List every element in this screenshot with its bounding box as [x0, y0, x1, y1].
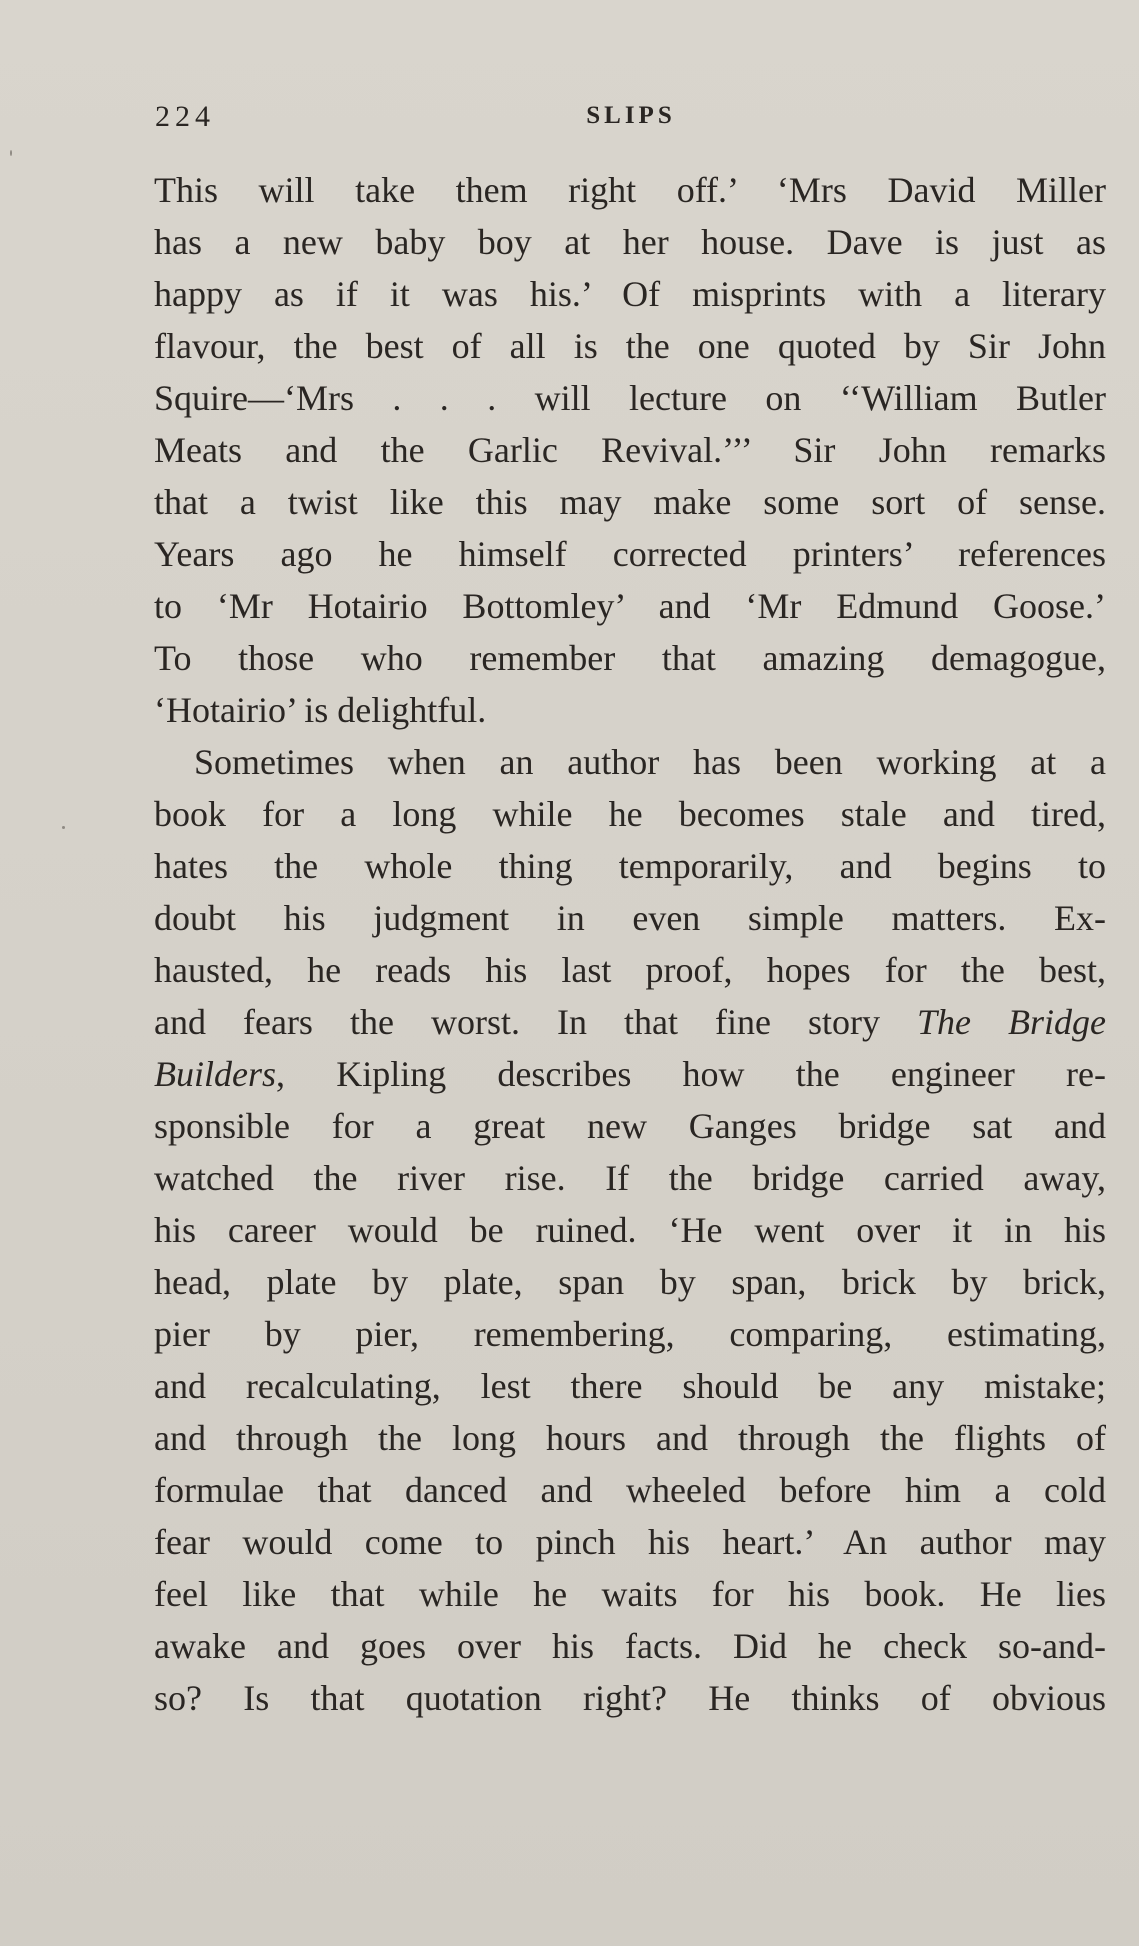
body-text	[154, 164, 1106, 1724]
text-line: sponsible for a great new Ganges bridge sat and	[154, 1106, 1106, 1146]
text-line: flavour, the best of all is the one quoted by Sir John	[154, 326, 1106, 366]
text-line: Squire—‘Mrs . . . will lecture on ‘‘William Butler	[154, 378, 1106, 418]
text-line-with-title	[154, 1048, 1106, 1100]
text-line: has a new baby boy at her house. Dave is just as	[154, 222, 1106, 262]
text-segment: and fears the worst. In that fine story	[154, 1002, 880, 1042]
text-line: hausted, he reads his last proof, hopes for the best,	[154, 950, 1106, 990]
text-line: to ‘Mr Hotairio Bottomley’ and ‘Mr Edmund Goose.’	[154, 586, 1106, 626]
text-line: watched the river rise. If the bridge carried away,	[154, 1158, 1106, 1198]
italic-title-cont: Builders	[154, 1054, 276, 1094]
paragraph-start-line: Sometimes when an author has been working at a	[194, 742, 1106, 782]
text-line: hates the whole thing temporarily, and begins to	[154, 846, 1106, 886]
text-line: his career would be ruined. ‘He went over it in his	[154, 1210, 1106, 1250]
italic-title: The Bridge	[917, 1002, 1107, 1042]
paragraph-end-line: ‘Hotairio’ is delightful.	[154, 690, 487, 730]
text-line: head, plate by plate, span by span, brick by brick,	[154, 1262, 1106, 1302]
text-line: that a twist like this may make some sort of sense.	[154, 482, 1106, 522]
text-line: so? Is that quotation right? He thinks of obvious	[154, 1678, 1106, 1718]
text-line: Meats and the Garlic Revival.’’’ Sir John remarks	[154, 430, 1106, 470]
text-line: awake and goes over his facts. Did he check so-and-	[154, 1626, 1106, 1666]
text-line: pier by pier, remembering, comparing, estimating,	[154, 1314, 1106, 1354]
text-line: and through the long hours and through the flights of	[154, 1418, 1106, 1458]
text-line: feel like that while he waits for his book. He lies	[154, 1574, 1106, 1614]
text-line: book for a long while he becomes stale and tired,	[154, 794, 1106, 834]
paper-speck	[10, 150, 12, 156]
page-number: 224	[155, 100, 215, 133]
text-line: This will take them right off.’ ‘Mrs David Miller	[154, 170, 1106, 210]
text-line-with-title	[154, 996, 1106, 1048]
paper-speck	[62, 826, 65, 829]
text-segment: , Kipling describes how the engineer re-	[276, 1054, 1106, 1094]
text-line: doubt his judgment in even simple matters. Ex-	[154, 898, 1106, 938]
text-line: Years ago he himself corrected printers’ references	[154, 534, 1106, 574]
text-line: fear would come to pinch his heart.’ An author may	[154, 1522, 1106, 1562]
running-title: SLIPS	[586, 102, 676, 129]
text-line: To those who remember that amazing demagogue,	[154, 638, 1106, 678]
running-head	[155, 100, 1107, 140]
text-line: and recalculating, lest there should be any mistake;	[154, 1366, 1106, 1406]
text-line: formulae that danced and wheeled before him a cold	[154, 1470, 1106, 1510]
text-line: happy as if it was his.’ Of misprints with a literary	[154, 274, 1106, 314]
